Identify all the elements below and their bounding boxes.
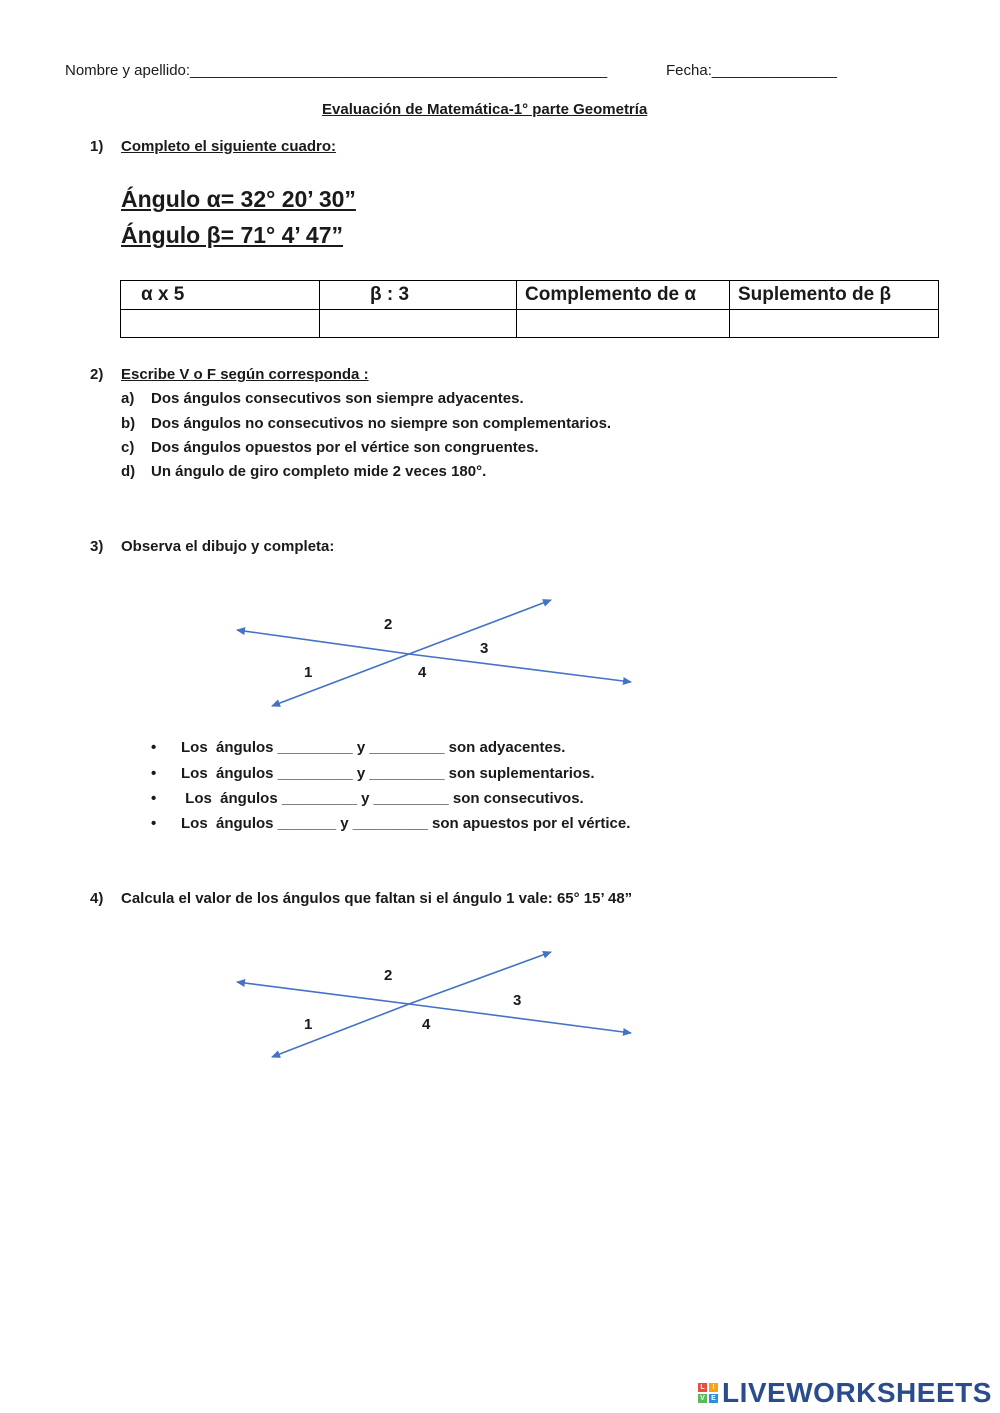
angle-label-3: 3 — [480, 640, 489, 657]
line-d-down-arrow — [272, 1004, 409, 1057]
figure-question-4 — [237, 952, 631, 1057]
table-header-supplement-beta: Suplemento de β — [730, 281, 939, 310]
table-header-complement-alpha: Complemento de α — [517, 281, 730, 310]
liveworksheets-logo — [698, 1378, 992, 1408]
question-2-prompt: Escribe V o F según corresponda : — [121, 366, 369, 383]
tf-item-c-letter: c) — [121, 439, 135, 456]
bullet-icon: • — [151, 739, 157, 756]
logo-letter: E — [709, 1394, 718, 1403]
tf-item-c-text: Dos ángulos opuestos por el vértice son congruentes. — [151, 439, 539, 456]
question-4-prompt: Calcula el valor de los ángulos que faltan si el ángulo 1 vale: 65° 15’ 48” — [121, 890, 633, 907]
logo-letter: V — [698, 1394, 707, 1403]
angle-label-1: 1 — [304, 1016, 313, 1033]
line-d-up-arrow — [409, 952, 551, 1004]
page-title: Evaluación de Matemática-1° parte Geometría — [322, 101, 648, 118]
question-2-number: 2) — [90, 366, 104, 383]
logo-mark-icon — [698, 1383, 718, 1403]
logo-text: LIVEWORKSHEETS — [722, 1377, 992, 1408]
tf-item-a-letter: a) — [121, 390, 135, 407]
tf-item-d-text: Un ángulo de giro completo mide 2 veces 180°. — [151, 463, 487, 480]
table-header-beta-div3: β : 3 — [320, 281, 517, 310]
fill-in-supplementary: Los ángulos _________ y _________ son suplementarios. — [181, 765, 595, 782]
tf-item-b-letter: b) — [121, 415, 136, 432]
table-header-alpha-x5: α x 5 — [121, 281, 320, 310]
angle-label-4: 4 — [422, 1016, 431, 1033]
question-1-number: 1) — [90, 138, 104, 155]
logo-letter: L — [698, 1383, 707, 1392]
line-a-right-arrow — [409, 654, 631, 682]
tf-item-a-text: Dos ángulos consecutivos son siempre adyacentes. — [151, 390, 524, 407]
bullet-icon: • — [151, 790, 157, 807]
bullet-icon: • — [151, 765, 157, 782]
fill-in-consecutive: Los ángulos _________ y _________ son consecutivos. — [181, 790, 584, 807]
line-c-left-arrow — [237, 982, 409, 1004]
figure-question-3 — [237, 600, 631, 706]
fill-in-vertical: Los ángulos _______ y _________ son apuestos por el vértice. — [181, 815, 631, 832]
question-3-number: 3) — [90, 538, 104, 555]
question-3-prompt: Observa el dibujo y completa: — [121, 538, 335, 555]
angle-alpha-value: Ángulo α= 32° 20’ 30” — [121, 186, 356, 212]
angle-beta-value: Ángulo β= 71° 4’ 47” — [121, 222, 344, 248]
logo-letter: I — [709, 1383, 718, 1392]
angle-label-2: 2 — [384, 616, 393, 633]
name-field-label: Nombre y apellido:__________________________________________________ — [65, 62, 608, 79]
angle-label-4: 4 — [418, 664, 427, 681]
question-1-prompt: Completo el siguiente cuadro: — [121, 138, 337, 155]
angle-label-2: 2 — [384, 967, 393, 984]
angle-label-3: 3 — [513, 992, 522, 1009]
tf-item-d-letter: d) — [121, 463, 136, 480]
date-field-label: Fecha:_______________ — [666, 62, 837, 79]
question-4-number: 4) — [90, 890, 104, 907]
angle-label-1: 1 — [304, 664, 313, 681]
bullet-icon: • — [151, 815, 157, 832]
fill-in-adjacent: Los ángulos _________ y _________ son adyacentes. — [181, 739, 566, 756]
line-b-down-arrow — [272, 654, 409, 706]
line-a-left-arrow — [237, 630, 409, 654]
tf-item-b-text: Dos ángulos no consecutivos no siempre son complementarios. — [151, 415, 612, 432]
